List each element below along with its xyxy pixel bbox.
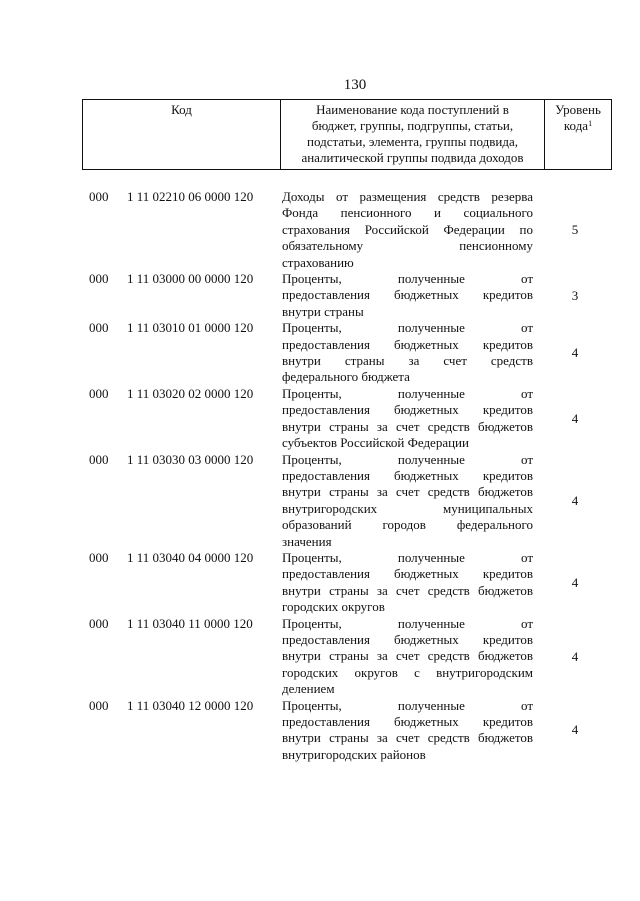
revenue-name-line: Проценты, полученные от [282,549,533,565]
revenue-code-cell: 1 11 03030 03 0000 120 [127,451,254,467]
header-name-line: аналитической группы подвида доходов [301,150,524,165]
revenue-name-line: предоставления бюджетных кредитов [282,287,533,303]
table-row [89,452,611,550]
revenue-name-line: федерального бюджета [282,369,410,385]
revenue-code-cell: 1 11 03040 11 0000 120 [127,615,253,631]
table-row [89,550,611,616]
revenue-name-cell [282,271,533,320]
admin-code-cell: 000 [89,615,109,631]
revenue-name-line: обязательному пенсионному [282,238,533,254]
revenue-code-cell: 1 11 03010 01 0000 120 [127,320,254,336]
revenue-name-line: Фонда пенсионного и социального [282,205,533,221]
page-number: 130 [343,77,367,93]
revenue-name-line: внутригородских районов [282,746,426,762]
revenue-code-cell: 1 11 03000 00 0000 120 [127,271,254,287]
revenue-name-line: Проценты, полученные от [282,451,533,467]
header-name-line: Наименование кода поступлений в [316,102,509,117]
revenue-name-line: образований городов федерального [282,517,533,533]
header-level-footnote: 1 [588,119,593,128]
revenue-code-cell: 1 11 03020 02 0000 120 [127,385,254,401]
revenue-code-cell: 1 11 03040 12 0000 120 [127,697,254,713]
revenue-name-line: внутри страны за счет средств бюджетов [282,648,533,664]
table-header [82,99,612,170]
revenue-name-line: предоставления бюджетных кредитов [282,467,533,483]
level-cell: 4 [571,345,579,361]
table-row [89,698,611,764]
table-row [89,386,611,452]
revenue-name-line: делением [282,681,335,697]
revenue-name-line: предоставления бюджетных кредитов [282,631,533,647]
revenue-code-cell: 1 11 03040 04 0000 120 [127,549,254,565]
header-code: Код [83,100,281,170]
table-row [89,189,611,271]
revenue-name-line: внутригородских муниципальных [282,500,533,516]
header-level-word: кода [563,118,589,133]
revenue-name-line: предоставления бюджетных кредитов [282,402,533,418]
revenue-name-line: страхованию [282,254,354,270]
header-level [545,100,612,170]
admin-code-cell: 000 [89,271,109,287]
admin-code-cell: 000 [89,320,109,336]
admin-code-cell: 000 [89,385,109,401]
header-name-line: подстатьи, элемента, группы подвида, [307,134,518,149]
revenue-name-line: предоставления бюджетных кредитов [282,566,533,582]
revenue-name-line: внутри страны за счет средств бюджетов [282,418,533,434]
revenue-name-line: внутри страны за счет средств [282,353,533,369]
level-cell: 4 [571,410,579,426]
revenue-name-line: внутри страны за счет средств бюджетов [282,582,533,598]
revenue-name-line: городских округов с внутригородским [282,664,533,680]
revenue-name-cell [282,698,533,764]
revenue-name-line: внутри страны за счет средств бюджетов [282,730,533,746]
revenue-name-line: значения [282,533,332,549]
revenue-name-line: Проценты, полученные от [282,615,533,631]
revenue-name-cell [282,386,533,452]
level-cell: 4 [571,574,579,590]
level-cell: 4 [571,648,579,664]
level-cell: 4 [571,492,579,508]
revenue-name-line: субъектов Российской Федерации [282,435,469,451]
revenue-name-line: Доходы от размещения средств резерва [282,189,533,204]
admin-code-cell: 000 [89,697,109,713]
revenue-code-cell: 1 11 02210 06 0000 120 [127,189,254,204]
admin-code-cell: 000 [89,189,109,204]
revenue-name-line: Проценты, полученные от [282,385,533,401]
revenue-name-line: городских округов [282,599,385,615]
revenue-name-cell [282,616,533,698]
revenue-name-line: страхования Российской Федерации по [282,221,533,237]
table-body [89,189,611,763]
revenue-name-cell [282,189,533,271]
table-row [89,320,611,386]
header-name [281,100,545,170]
revenue-name-cell [282,452,533,550]
revenue-name-line: Проценты, полученные от [282,271,533,287]
admin-code-cell: 000 [89,451,109,467]
level-cell: 4 [571,722,579,738]
revenue-name-cell [282,320,533,386]
header-level-line [548,118,608,134]
revenue-name-line: внутри страны за счет средств бюджетов [282,484,533,500]
header-level-line: Уровень [555,102,601,117]
admin-code-cell: 000 [89,549,109,565]
level-cell: 3 [571,287,579,303]
revenue-name-cell [282,550,533,616]
revenue-name-line: предоставления бюджетных кредитов [282,336,533,352]
table-row [89,616,611,698]
revenue-name-line: Проценты, полученные от [282,697,533,713]
revenue-name-line: предоставления бюджетных кредитов [282,714,533,729]
header-name-line: бюджет, группы, подгруппы, статьи, [311,118,514,133]
table-row [89,271,611,320]
revenue-name-line: внутри страны [282,303,364,319]
revenue-name-line: Проценты, полученные от [282,320,533,336]
level-cell: 5 [571,222,579,238]
